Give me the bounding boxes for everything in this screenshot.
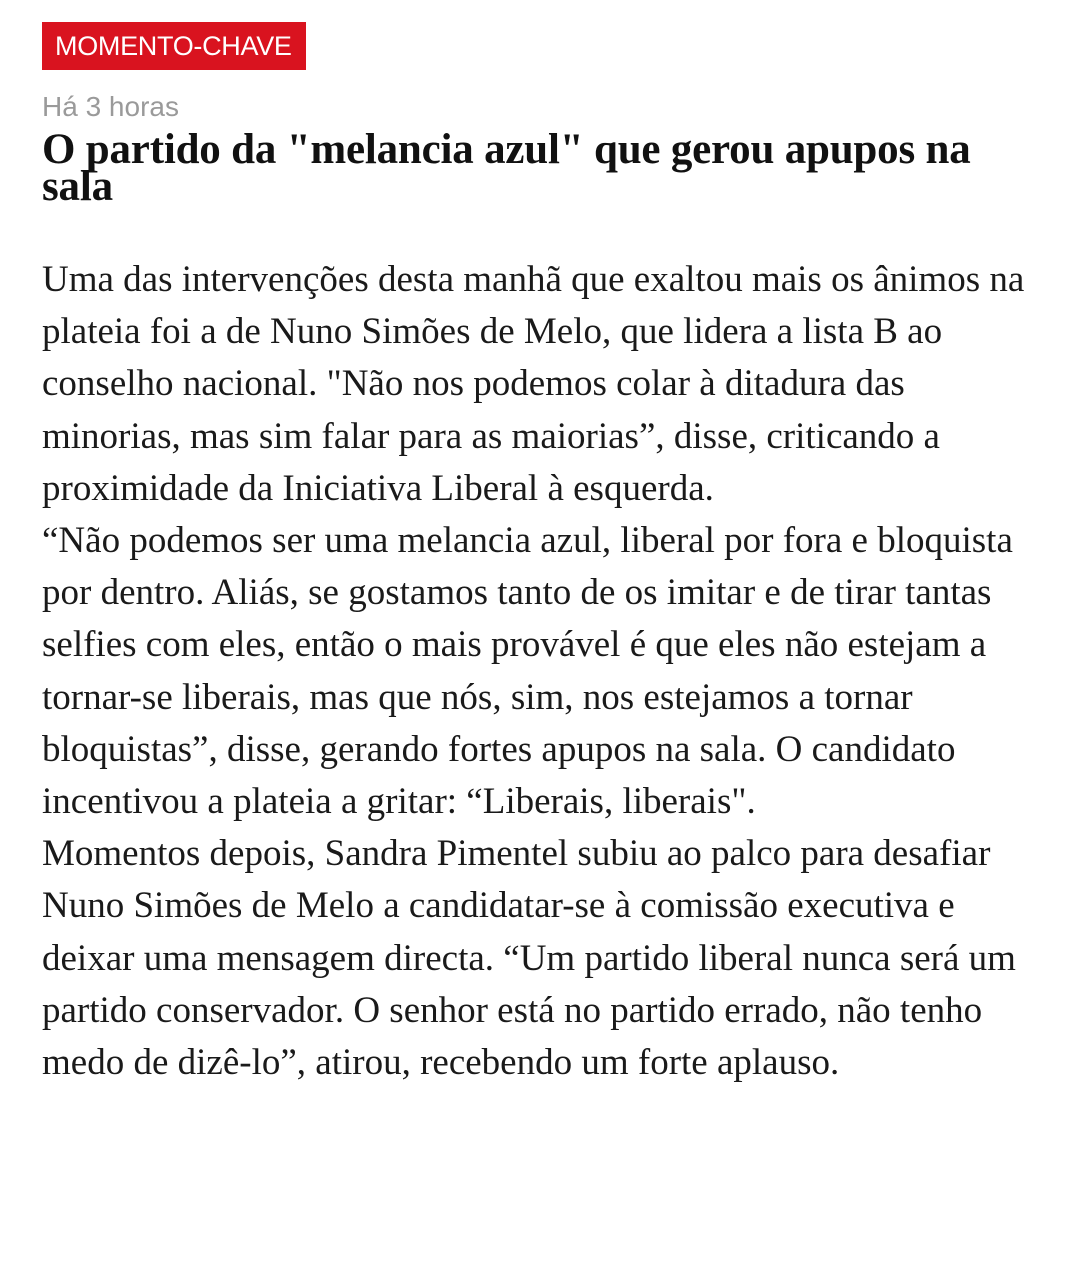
article-paragraph: Momentos depois, Sandra Pimentel subiu ao palco para desafiar Nuno Simões de Melo a candidatar-se à comissão executiva e deixar uma mensagem directa. “Um partido liberal nunca será um partido conservador. O senhor está no partido errado, não tenho medo de dizê-lo”, atirou, recebendo um forte aplauso. xyxy=(42,833,1016,1084)
article-paragraph: “Não podemos ser uma melancia azul, liberal por fora e bloquista por dentro. Aliás, se gostamos tanto de os imitar e de tirar tantas selfies com eles, então o mais provável é que eles não estejam a tornar-se liberais, mas que nós, sim, nos estejamos a tornar bloquistas”, disse, gerando fortes apupos na sala. O candidato incentivou a plateia a gritar: “Liberais, liberais". xyxy=(42,520,1013,823)
article-title: O partido da "melancia azul" que gerou apupos na sala xyxy=(42,126,971,210)
article-paragraph: Uma das intervenções desta manhã que exaltou mais os ânimos na plateia foi a de Nuno Simões de Melo, que lidera a lista B ao conselho nacional. "Não nos podemos colar à ditadura das minorias, mas sim falar para as maiorias”, disse, criticando a proximidade da Iniciativa Liberal à esquerda. xyxy=(42,259,1025,509)
article-body xyxy=(42,254,1040,1089)
category-badge[interactable]: MOMENTO-CHAVE xyxy=(42,22,306,70)
timestamp: Há 3 horas xyxy=(42,91,179,122)
